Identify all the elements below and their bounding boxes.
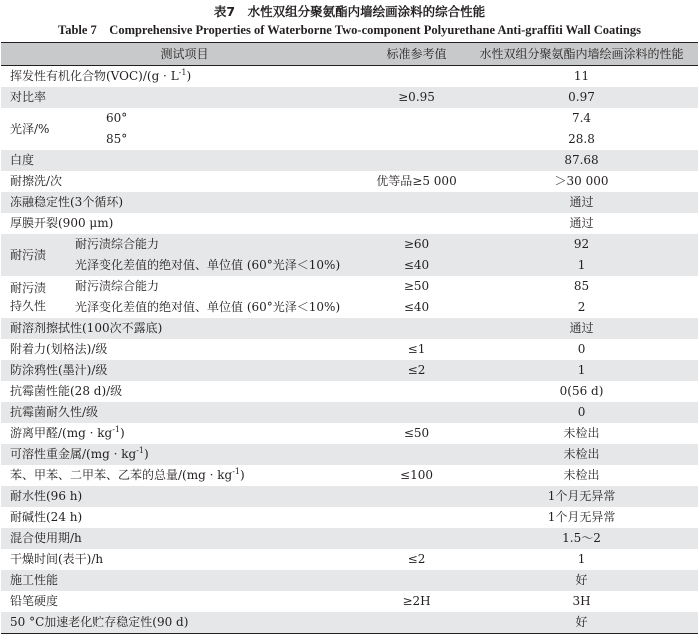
- standard-cell: [368, 213, 465, 234]
- value-cell: 好: [465, 612, 698, 634]
- table-row: [1, 213, 698, 234]
- value-cell: 28.8: [568, 132, 595, 146]
- item-cell: 苯、甲苯、二甲苯、乙苯的总量$/(mg \cdot kg^{-1})$: [10, 467, 245, 482]
- table-row: [1, 234, 698, 255]
- sub-item-cell: 耐污渍综合能力: [67, 234, 368, 255]
- standard-cell: [368, 129, 465, 150]
- item-cell: 抗霉菌耐久性/级: [1, 402, 368, 423]
- table-row: [1, 381, 698, 402]
- table-row: [1, 591, 698, 612]
- value-cell: 0(56 d): [559, 384, 604, 398]
- item-cell: 耐碱性(24 h): [10, 510, 83, 524]
- table-row: [1, 549, 698, 570]
- value-cell: 92: [465, 234, 698, 255]
- table-header-row: [1, 43, 698, 66]
- table-row: [1, 171, 698, 192]
- table-row: [1, 150, 698, 171]
- item-cell: 对比率: [1, 87, 368, 108]
- value-cell: 1个月无异常: [465, 486, 698, 507]
- table-row: [1, 255, 698, 276]
- header-standard: 标准参考值: [368, 43, 465, 66]
- value-cell: 0: [577, 342, 586, 356]
- item-cell: 挥发性有机化合物$(VOC)/(g \cdot L^{-1})$: [10, 68, 192, 83]
- value-cell: 2: [577, 300, 586, 314]
- standard-cell: ≤40: [403, 300, 430, 314]
- table-row: [1, 360, 698, 381]
- table-row: [1, 192, 698, 213]
- table-row: [1, 612, 698, 634]
- item-cell: 耐擦洗/次: [10, 174, 63, 188]
- sub-item-cell: 耐污渍综合能力: [75, 279, 160, 293]
- standard-cell: [368, 528, 465, 549]
- table-row: [1, 66, 698, 88]
- value-cell: 87.68: [465, 150, 698, 171]
- item-cell: 可溶性重金属$/(mg \cdot kg^{-1})$: [1, 444, 368, 465]
- standard-cell: [368, 66, 465, 88]
- item-cell: 铅笔硬度: [10, 594, 59, 608]
- item-cell: 50 °C加速老化贮存稳定性(90 d): [1, 612, 368, 634]
- item-cell: 混合使用期/h: [1, 528, 368, 549]
- standard-cell: [368, 507, 465, 528]
- value-cell: 1: [465, 255, 698, 276]
- item-cell: 游离甲醛$/(mg \cdot kg^{-1})$: [10, 425, 125, 440]
- table-row: [1, 570, 698, 591]
- standard-cell: [368, 108, 465, 129]
- value-cell: 0: [465, 402, 698, 423]
- value-cell: 通过: [465, 192, 698, 213]
- value-cell: 未检出: [563, 468, 600, 482]
- value-cell: 85: [573, 279, 590, 293]
- sub-item-cell: 60°: [106, 111, 128, 125]
- value-cell: 通过: [465, 318, 698, 339]
- standard-cell: ≤100: [400, 468, 433, 482]
- standard-cell: [368, 444, 465, 465]
- value-cell: 7.4: [571, 111, 592, 125]
- table-row: [1, 87, 698, 108]
- item-cell: 耐污渍 持久性: [10, 281, 47, 313]
- sub-item-cell: 光泽变化差值的绝对值、单位值 (60°光泽＜10%): [67, 255, 368, 276]
- item-cell: 光泽/%: [10, 121, 50, 136]
- table-row: [1, 276, 698, 297]
- standard-cell: [368, 381, 465, 402]
- value-cell: 11: [573, 69, 590, 83]
- standard-cell: ≤2: [368, 360, 465, 381]
- item-cell: 耐水性(96 h): [1, 486, 368, 507]
- value-cell: 1个月无异常: [547, 510, 616, 524]
- table-row: [1, 108, 698, 129]
- item-cell: 附着力(划格法)/级: [10, 342, 108, 356]
- standard-cell: [368, 402, 465, 423]
- item-cell: 耐溶剂擦拭性(100次不露底): [1, 318, 368, 339]
- sub-item-cell: 85°: [106, 132, 128, 146]
- value-cell: 1: [577, 552, 586, 566]
- table-row: [1, 528, 698, 549]
- standard-cell: 优等品≥5 000: [376, 174, 457, 188]
- table-row: [1, 486, 698, 507]
- header-performance: 水性双组分聚氨酯内墙绘画涂料的性能: [465, 43, 698, 66]
- table-row: [1, 339, 698, 360]
- item-cell: 施工性能: [1, 570, 368, 591]
- table-caption-en: Table 7 Comprehensive Properties of Waterborne Two-component Polyurethane Anti-graffiti Wall Coatings: [58, 23, 641, 37]
- standard-cell: [368, 150, 465, 171]
- table-row: [1, 507, 698, 528]
- item-cell: 冻融稳定性(3个循环): [1, 192, 368, 213]
- item-cell: 厚膜开裂(900 μm): [10, 216, 114, 230]
- table-row: [1, 297, 698, 318]
- properties-table: [1, 42, 698, 634]
- table-caption-cn: 表7 水性双组分聚氨酯内墙绘画涂料的综合性能: [213, 4, 486, 19]
- value-cell: 通过: [569, 216, 594, 230]
- standard-cell: [368, 318, 465, 339]
- table-row: [1, 465, 698, 486]
- item-cell: 抗霉菌性能(28 d)/级: [10, 384, 123, 398]
- value-cell: 3H: [572, 594, 591, 608]
- standard-cell: ≤40: [368, 255, 465, 276]
- standard-cell: ≤1: [407, 342, 426, 356]
- sub-item-cell: 光泽变化差值的绝对值、单位值 (60°光泽＜10%): [75, 300, 341, 314]
- standard-cell: ≥60: [368, 234, 465, 255]
- value-cell: 0.97: [465, 87, 698, 108]
- value-cell: 好: [465, 570, 698, 591]
- header-test-item: 测试项目: [1, 43, 368, 66]
- item-cell: 白度: [1, 150, 368, 171]
- item-cell: 干燥时间(表干)/h: [10, 552, 104, 566]
- standard-cell: [368, 486, 465, 507]
- item-cell: 防涂鸦性(墨汁)/级: [1, 360, 368, 381]
- value-cell: 未检出: [563, 426, 600, 440]
- table-row: [1, 444, 698, 465]
- value-cell: 未检出: [465, 444, 698, 465]
- item-cell: 耐污渍: [1, 234, 67, 276]
- table-row: [1, 423, 698, 444]
- value-cell: ＞30 000: [554, 174, 609, 188]
- standard-cell: ≥0.95: [368, 87, 465, 108]
- value-cell: 1.5～2: [465, 528, 698, 549]
- standard-cell: ≥2H: [402, 594, 431, 608]
- value-cell: 1: [465, 360, 698, 381]
- standard-cell: [368, 570, 465, 591]
- standard-cell: ≥50: [403, 279, 430, 293]
- table-row: [1, 129, 698, 150]
- table-row: [1, 318, 698, 339]
- standard-cell: [368, 192, 465, 213]
- standard-cell: [368, 612, 465, 634]
- table-row: [1, 402, 698, 423]
- standard-cell: ≤50: [403, 426, 430, 440]
- standard-cell: ≤2: [407, 552, 426, 566]
